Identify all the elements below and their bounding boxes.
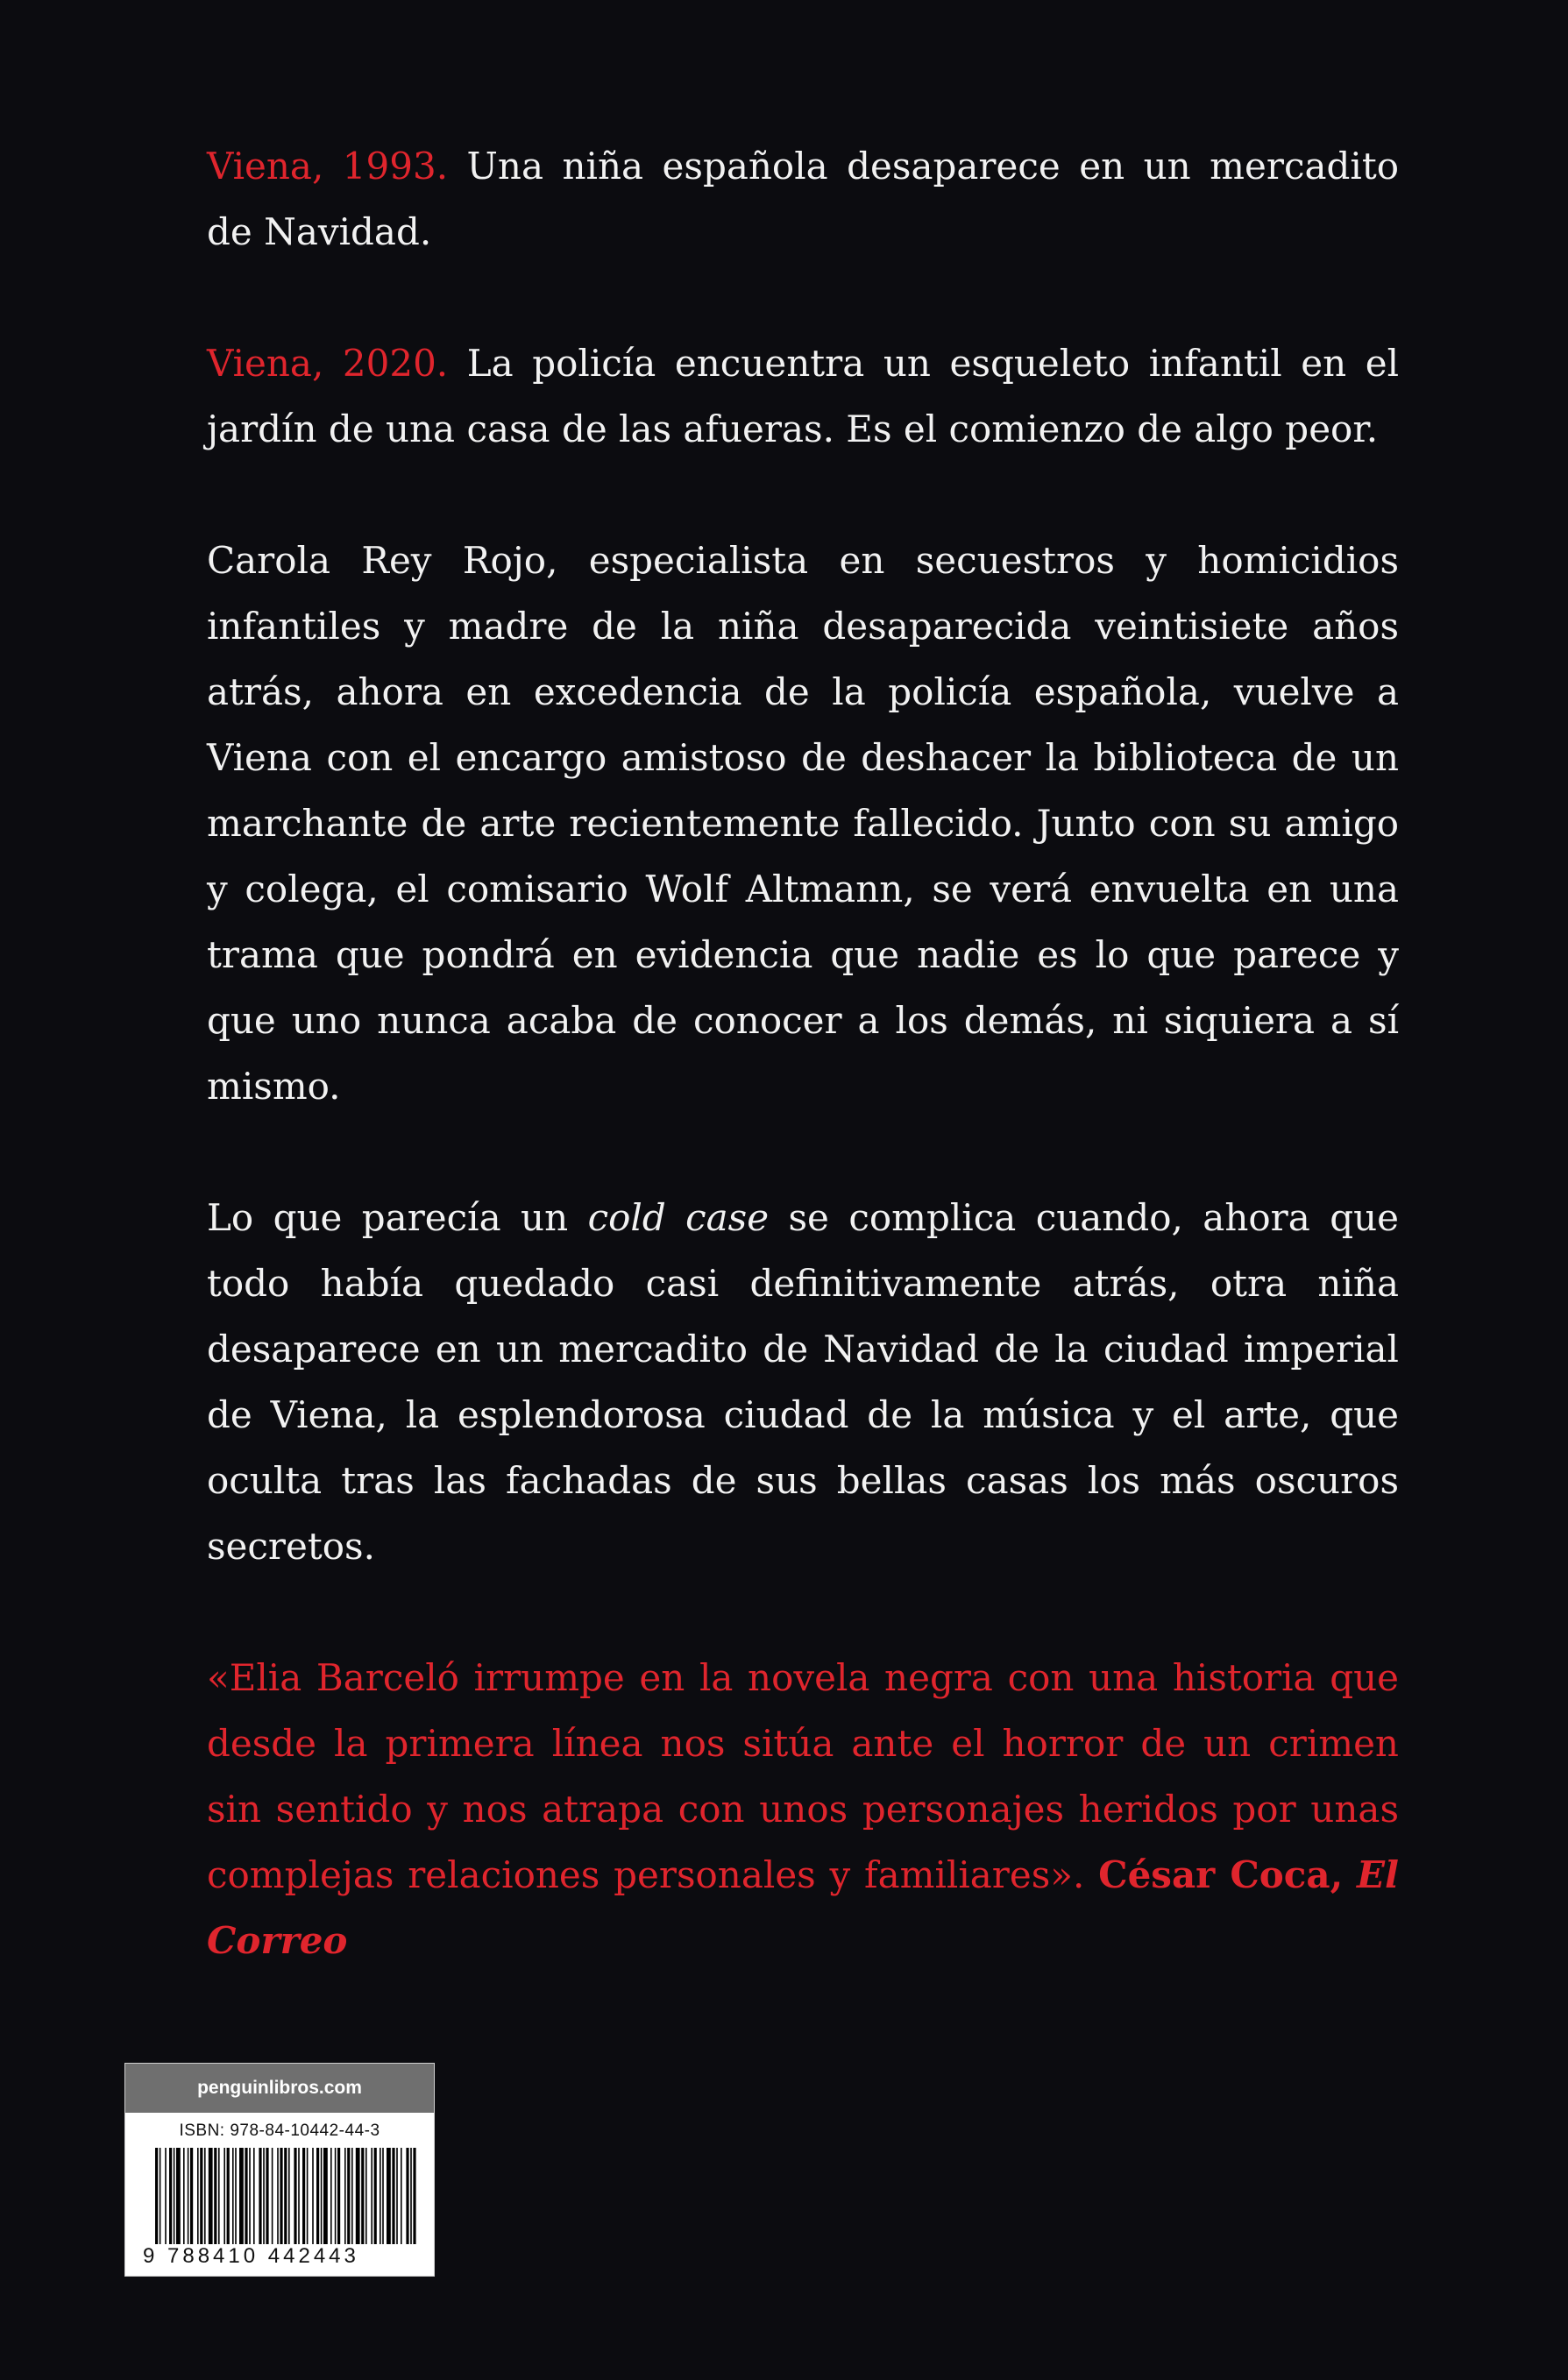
barcode-bar	[321, 2148, 323, 2244]
date-vienna-1993: Viena, 1993.	[207, 145, 449, 188]
barcode-bar	[288, 2148, 290, 2244]
barcode-label	[124, 2063, 435, 2277]
quote-source: El Correo	[207, 1853, 1399, 1962]
barcode-bar	[361, 2148, 364, 2244]
paragraph-1-body: Una niña española desaparece en un mercadito de Navidad.	[207, 145, 1399, 253]
barcode-bar	[263, 2148, 265, 2244]
barcode-bar	[174, 2148, 175, 2244]
barcode-bar	[259, 2148, 261, 2244]
barcode-bar	[382, 2148, 384, 2244]
barcode-bar	[239, 2148, 244, 2244]
barcode-bar	[223, 2148, 225, 2244]
barcode-bar	[218, 2148, 220, 2244]
barcode-bar	[387, 2148, 391, 2244]
barcode-bar	[204, 2148, 206, 2244]
back-cover-text	[207, 133, 1399, 1973]
barcode-bar	[335, 2148, 337, 2244]
barcode-bar	[165, 2148, 167, 2244]
barcode-bar	[401, 2148, 402, 2244]
barcode-bar	[200, 2148, 202, 2244]
barcode-bar	[176, 2148, 181, 2244]
barcode-bar	[188, 2148, 189, 2244]
quote-text: «Elia Barceló irrumpe en la novela negra con una historia que desde la primera línea nos sitúa ante el horror de un crimen sin sentido y nos atrapa con unos personajes heridos por unas complejas relaciones personales y familiares».	[207, 1656, 1399, 1896]
barcode-bar	[235, 2148, 237, 2244]
barcode-bar	[214, 2148, 216, 2244]
paragraph-4-start: Lo que parecía un	[207, 1196, 588, 1239]
barcode-bar	[380, 2148, 381, 2244]
paragraph-2	[207, 330, 1399, 462]
barcode-bar	[410, 2148, 412, 2244]
date-vienna-2020: Viena, 2020.	[207, 342, 449, 385]
barcode-bar	[374, 2148, 377, 2244]
barcode-digits: 9 788410 442443	[143, 2244, 359, 2268]
barcode-bar	[197, 2148, 199, 2244]
barcode-bar	[413, 2148, 415, 2244]
paragraph-4-end: se complica cuando, ahora que todo había quedado casi definitivamente atrás, otra niña desaparece en un mercadito de Navidad de la ciudad imperial de Viena, la esplendorosa ciudad de la música y el arte, que oculta tras las fachadas de sus bellas casas los más oscuros secretos.	[207, 1196, 1399, 1568]
barcode-bar	[284, 2148, 287, 2244]
barcode-bar	[365, 2148, 367, 2244]
paragraph-1	[207, 133, 1399, 265]
barcode-bar	[302, 2148, 305, 2244]
barcode-bar	[344, 2148, 346, 2244]
barcode-bar	[396, 2148, 398, 2244]
barcode-bar	[330, 2148, 332, 2244]
barcode-bar	[266, 2148, 268, 2244]
paragraph-2-body: La policía encuentra un esqueleto infantil en el jardín de una casa de las afueras. Es el comienzo de algo peor.	[207, 342, 1399, 450]
review-quote	[207, 1645, 1399, 1973]
barcode-bar	[190, 2148, 193, 2244]
barcode-bar	[351, 2148, 353, 2244]
barcode-bar	[312, 2148, 314, 2244]
barcode-bars	[155, 2148, 418, 2244]
barcode-bar	[337, 2148, 340, 2244]
barcode-bar	[280, 2148, 282, 2244]
barcode-bar	[406, 2148, 408, 2244]
barcode-bar	[249, 2148, 251, 2244]
barcode-bar	[155, 2148, 158, 2244]
barcode-bar	[323, 2148, 328, 2244]
barcode-bar	[183, 2148, 185, 2244]
barcode-bar	[160, 2148, 161, 2244]
barcode-bar	[245, 2148, 247, 2244]
barcode-bar	[356, 2148, 360, 2244]
quote-author: César Coca,	[1098, 1853, 1344, 1896]
barcode-bar	[227, 2148, 230, 2244]
barcode-bar	[298, 2148, 300, 2244]
barcode-bar	[169, 2148, 172, 2244]
publisher-website: penguinlibros.com	[125, 2064, 434, 2113]
barcode-bar	[209, 2148, 213, 2244]
barcode-bar	[272, 2148, 273, 2244]
barcode-bar	[371, 2148, 372, 2244]
barcode-bar	[294, 2148, 296, 2244]
paragraph-3: Carola Rey Rojo, especialista en secuestros y homicidios infantiles y madre de la niña desaparecida veintisiete años atrás, ahora en excedencia de la policía española, vuelve a Viena con el encargo amistoso de deshacer la biblioteca de un marchante de arte recientemente fallecido. Junto con su amigo y colega, el comisario Wolf Altmann, se verá envuelta en una trama que pondrá en evidencia que nadie es lo que parece y que uno nunca acaba de conocer a los demás, ni siquiera a sí mismo.	[207, 539, 1399, 1108]
isbn-text: ISBN: 978-84-10442-44-3	[179, 2121, 380, 2140]
barcode-bar	[316, 2148, 319, 2244]
paragraph-4	[207, 1185, 1399, 1579]
barcode-bar	[277, 2148, 279, 2244]
barcode-bar	[392, 2148, 394, 2244]
barcode-bar	[307, 2148, 309, 2244]
cold-case-term: cold case	[587, 1196, 770, 1239]
barcode-bar	[253, 2148, 255, 2244]
barcode-bar	[347, 2148, 350, 2244]
barcode-bar	[232, 2148, 234, 2244]
